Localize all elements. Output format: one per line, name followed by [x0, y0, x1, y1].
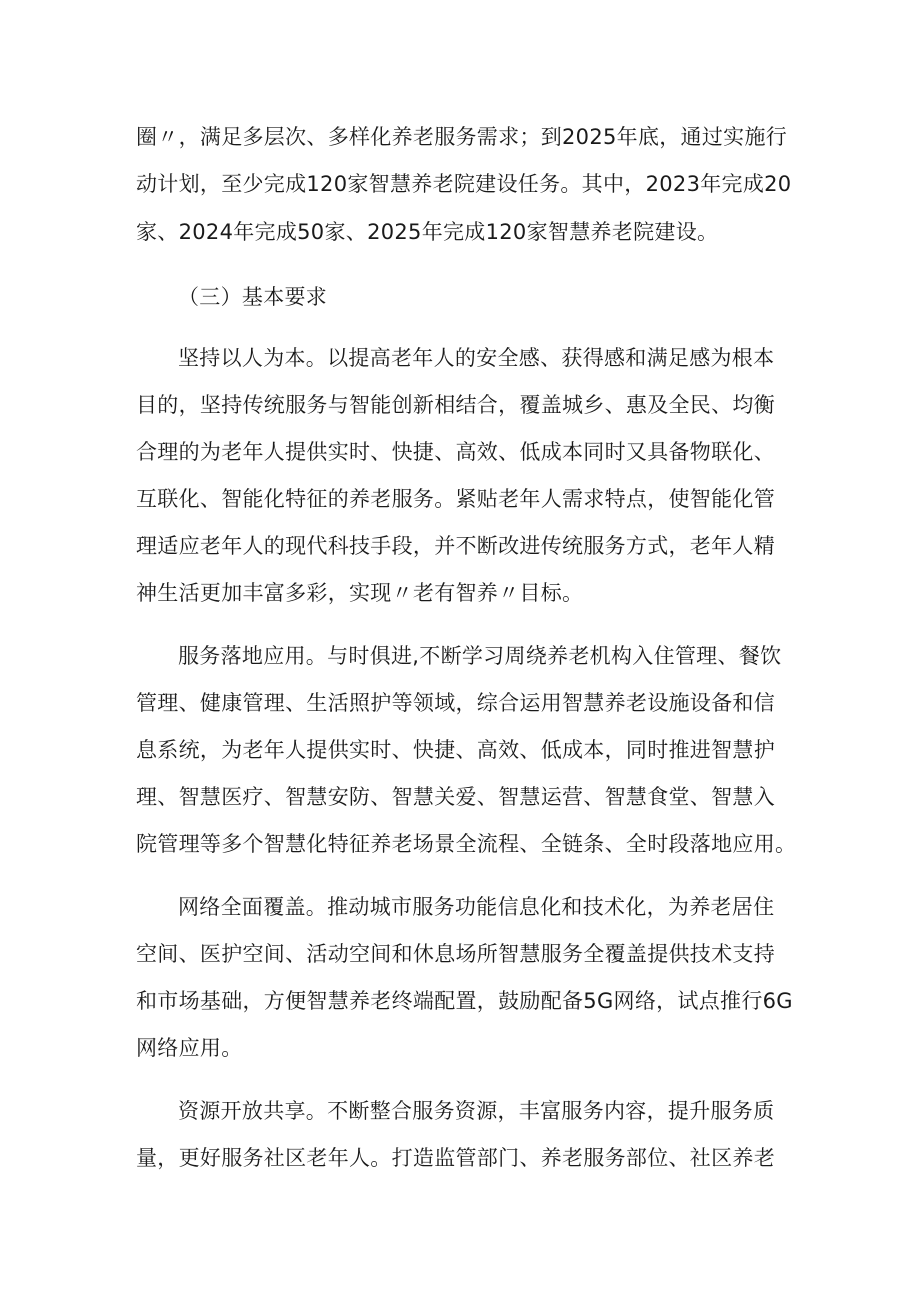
- paragraph-3-line-1: 服务落地应用。与时俱进,不断学习周绕养老机构入住管理、餐饮: [178, 644, 782, 668]
- paragraph-2-line-3: 合理的为老年人提供实时、快捷、高效、低成本同时又具备物联化、: [136, 440, 775, 464]
- paragraph-4-line-4: 网络应用。: [136, 1036, 243, 1060]
- paragraph-3-line-5: 院管理等多个智慧化特征养老场景全流程、全链条、全时段落地应用。: [136, 832, 797, 856]
- paragraph-3-line-4: 理、智慧医疗、智慧安防、智慧关爱、智慧运营、智慧食堂、智慧入: [136, 785, 775, 809]
- paragraph-2-line-5: 理适应老年人的现代科技手段，并不断改进传统服务方式，老年人精: [136, 534, 775, 558]
- paragraph-4-line-2: 空间、医护空间、活动空间和休息场所智慧服务全覆盖提供技术支持: [136, 942, 775, 966]
- paragraph-5-line-1: 资源开放共享。不断整合服务资源，丰富服务内容，提升服务质: [178, 1099, 775, 1123]
- paragraph-2-line-6: 神生活更加丰富多彩，实现〃老有智养〃目标。: [136, 581, 584, 605]
- paragraph-3-line-3: 息系统，为老年人提供实时、快捷、高效、低成本，同时推进智慧护: [136, 738, 775, 762]
- paragraph-3-line-2: 管理、健康管理、生活照护等领域，综合运用智慧养老设施设备和信: [136, 691, 775, 715]
- paragraph-4-line-3: 和市场基础，方便智慧养老终端配置，鼓励配备5G网络，试点推行6G: [136, 989, 793, 1013]
- paragraph-5-line-2: 量，更好服务社区老年人。打造监管部门、养老服务部位、社区养老: [136, 1146, 775, 1170]
- paragraph-1-line-3: 家、2024年完成50家、2025年完成120家智慧养老院建设。: [136, 220, 719, 244]
- paragraph-2-line-1: 坚持以人为本。以提高老年人的安全感、获得感和满足感为根本: [178, 346, 775, 370]
- paragraph-1-line-1: 圈〃，满足多层次、多样化养老服务需求；到2025年底，通过实施行: [136, 125, 788, 149]
- paragraph-4-line-1: 网络全面覆盖。推动城市服务功能信息化和技术化，为养老居住: [178, 895, 775, 919]
- paragraph-2-line-4: 互联化、智能化特征的养老服务。紧贴老年人需求特点，使智能化管: [136, 487, 775, 511]
- paragraph-2-line-2: 目的，坚持传统服务与智能创新相结合，覆盖城乡、惠及全民、均衡: [136, 393, 775, 417]
- paragraph-1-line-2: 动计划，至少完成120家智慧养老院建设任务。其中，2023年完成20: [136, 172, 792, 196]
- section-heading: （三）基本要求: [178, 285, 328, 309]
